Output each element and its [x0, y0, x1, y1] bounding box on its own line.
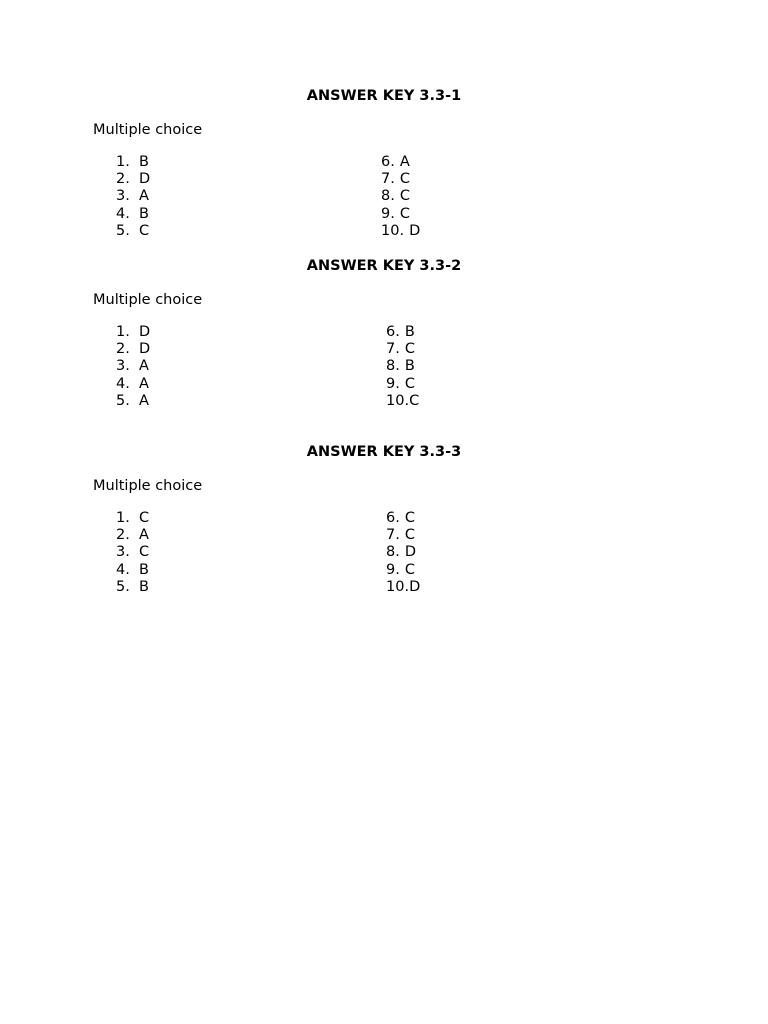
question-number: 2.: [116, 341, 130, 358]
answer-letter: C: [139, 510, 150, 526]
answer-item: [386, 393, 419, 410]
question-number: 3.: [116, 544, 130, 561]
answer-letter: D: [139, 171, 151, 188]
answer-item: [116, 324, 150, 341]
answer-item: [386, 510, 420, 527]
answer-letter: C: [139, 222, 150, 239]
section-subtitle: Multiple choice: [93, 478, 203, 494]
answer-item: [381, 206, 420, 223]
question-number: 4.: [116, 375, 130, 392]
answer-letter: A: [139, 527, 149, 544]
answer-item: [386, 579, 420, 596]
section-title: ANSWER KEY 3.3-3: [306, 444, 462, 460]
answer-letter: A: [139, 358, 149, 375]
answer-item: [116, 341, 150, 358]
question-number: 6.: [381, 154, 395, 170]
question-number: 9.: [386, 561, 400, 578]
section-subtitle: Multiple choice: [93, 122, 203, 138]
answer-letter: A: [139, 375, 149, 392]
answer-letter: B: [404, 324, 415, 340]
answer-item: [386, 376, 419, 393]
answer-letter: C: [399, 171, 410, 188]
answer-letter: B: [139, 561, 149, 578]
answers-column-left: [116, 154, 150, 240]
answer-item: [116, 376, 150, 393]
question-number: 5.: [116, 578, 130, 595]
question-number: 4.: [116, 561, 130, 578]
answer-item: [386, 544, 420, 561]
answer-letter: D: [139, 341, 151, 358]
answer-letter: C: [404, 510, 415, 526]
answers-column-left: [116, 324, 150, 410]
answer-letter: D: [139, 324, 151, 340]
answer-item: [386, 358, 419, 375]
answer-letter: B: [139, 578, 149, 595]
question-number: 7.: [386, 341, 400, 358]
answer-letter: C: [409, 392, 420, 409]
answers-column-right: [386, 324, 419, 410]
answer-item: [116, 171, 150, 188]
answer-letter: D: [404, 544, 417, 561]
question-number: 6.: [386, 324, 400, 340]
answer-item: [381, 171, 420, 188]
question-number: 9.: [386, 375, 400, 392]
answer-letter: B: [404, 358, 415, 375]
answer-letter: C: [404, 341, 415, 358]
answer-item: [116, 579, 149, 596]
answers-column-right: [381, 154, 420, 240]
answer-item: [386, 527, 420, 544]
question-number: 3.: [116, 358, 130, 375]
question-number: 1.: [116, 324, 130, 340]
answer-item: [116, 206, 150, 223]
answer-letter: D: [409, 222, 421, 239]
answer-item: [116, 154, 150, 171]
question-number: 7.: [386, 527, 400, 544]
answer-letter: B: [139, 154, 149, 170]
question-number: 8.: [381, 188, 395, 205]
answer-item: [116, 393, 150, 410]
answer-letter: A: [139, 392, 149, 409]
answer-item: [386, 341, 419, 358]
answer-letter: A: [139, 188, 149, 205]
question-number: 10.: [386, 578, 410, 595]
answer-letter: C: [404, 527, 415, 544]
answers-column-left: [116, 510, 149, 596]
answer-letter: A: [399, 154, 410, 170]
answer-item: [116, 562, 149, 579]
answer-letter: C: [404, 561, 415, 578]
answer-letter: C: [399, 205, 410, 222]
question-number: 3.: [116, 188, 130, 205]
answer-item: [381, 223, 420, 240]
question-number: 9.: [381, 205, 395, 222]
answer-item: [381, 188, 420, 205]
question-number: 8.: [386, 358, 400, 375]
question-number: 2.: [116, 171, 130, 188]
question-number: 6.: [386, 510, 400, 526]
section-title: ANSWER KEY 3.3-2: [306, 258, 462, 274]
question-number: 5.: [116, 392, 130, 409]
answer-item: [386, 562, 420, 579]
answer-item: [116, 510, 149, 527]
question-number: 4.: [116, 205, 130, 222]
answer-letter: C: [399, 188, 410, 205]
question-number: 8.: [386, 544, 400, 561]
answer-item: [386, 324, 419, 341]
answer-item: [116, 358, 150, 375]
section-subtitle: Multiple choice: [93, 292, 203, 308]
answers-column-right: [386, 510, 420, 596]
answer-item: [116, 188, 150, 205]
answer-letter: C: [404, 375, 415, 392]
question-number: 1.: [116, 510, 130, 526]
question-number: 5.: [116, 222, 130, 239]
question-number: 2.: [116, 527, 130, 544]
section-title: ANSWER KEY 3.3-1: [306, 88, 462, 104]
question-number: 10.: [386, 392, 410, 409]
answer-letter: B: [139, 205, 149, 222]
answer-letter: D: [409, 578, 421, 595]
answer-item: [116, 223, 150, 240]
question-number: 1.: [116, 154, 130, 170]
question-number: 7.: [381, 171, 395, 188]
answer-item: [116, 544, 149, 561]
answer-item: [116, 527, 149, 544]
question-number: 10.: [381, 222, 405, 239]
answer-item: [381, 154, 420, 171]
answer-letter: C: [139, 544, 150, 561]
